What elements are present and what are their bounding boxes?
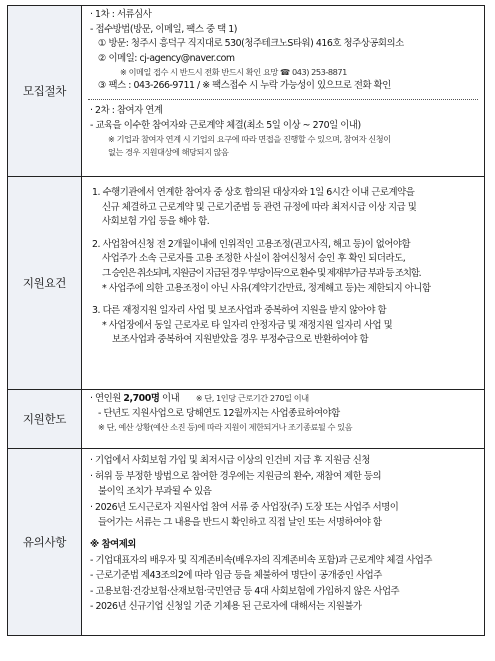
caution-item2-line1: · 허위 등 부정한 방법으로 참여한 경우에는 지원금의 환수, 재참여 제한 등의 bbox=[90, 470, 382, 482]
recruit-row bbox=[8, 6, 485, 177]
caution-heading: 유의사항 bbox=[8, 449, 82, 636]
caution-content bbox=[82, 449, 485, 636]
caution-row bbox=[8, 449, 485, 636]
exclusion-title: ※ 참여제외 bbox=[90, 538, 136, 550]
recruit-heading: 모집절차 bbox=[8, 6, 82, 177]
limit-count: 2,700명 bbox=[123, 393, 160, 404]
exclusion-item4: - 2026년 신규기업 신청일 기준 기체용 된 근로자에 대해서는 지원불가 bbox=[90, 601, 362, 613]
limit-line2: - 단년도 지원사업으로 당해연도 12월까지는 사업종료하여야함 bbox=[98, 407, 340, 419]
req2-line3: 그 승인은 취소되며, 지원금이 지급된 경우 '부당이득'으로 환수 및 제재부가금 부과 등 조치함. bbox=[102, 267, 421, 279]
requirements-heading: 지원요건 bbox=[8, 177, 82, 390]
req3-line2: * 사업장에서 동일 근로자로 타 일자리 안정자금 및 재정지원 일자리 사업 및 bbox=[102, 319, 393, 331]
exclusion-item1: - 기업대표자의 배우자 및 직계존비속(배우자의 직계존비속 포함)과 근로계약 체결 사업주 bbox=[90, 554, 432, 566]
step1-title: · 1차 : 서류심사 bbox=[90, 9, 152, 20]
caution-item3-line1: · 2026년 도시근로자 지원사업 참여 서류 중 사업장(주) 도장 또는 사업주 서명이 bbox=[90, 501, 399, 513]
exclusion-item3: - 고용보험·건강보험·산재보험·국민연금 등 4대 사회보험에 가입하지 않은 사업주 bbox=[90, 585, 400, 597]
email-method: ② 이메일: cj-agency@naver.com bbox=[98, 52, 235, 64]
email-note: ※ 이메일 접수 시 반드시 전화 반드시 확인 요망 ☎ 043) 253-8871 bbox=[120, 67, 347, 78]
recruit-content bbox=[82, 6, 485, 177]
step2-desc: - 교육을 이수한 참여자와 근로계약 체결(최소 5일 이상 ~ 270일 이내) bbox=[90, 119, 361, 131]
limit-content bbox=[82, 390, 485, 449]
req1-line2: 신규 체결하고 근로계약 및 근로기준법 등 관련 규정에 따라 최저시급 이상 지급 및 bbox=[102, 201, 417, 213]
req1-line1: 1. 수행기관에서 연계한 참여자 중 상호 합의된 대상자와 1일 6시간 이내 근로계약을 bbox=[92, 187, 415, 198]
req2-line1: 2. 사업참여신청 전 2개월이내에 인위적인 고용조정(권고사직, 해고 등)이 없어야함 bbox=[92, 238, 411, 250]
req1-line3: 사회보험 가입 등을 해야 함. bbox=[102, 216, 210, 228]
req3-line1: 3. 다른 재정지원 일자리 사업 및 보조사업과 중복하여 지원을 받지 않아야 함 bbox=[92, 305, 387, 317]
info-table bbox=[7, 5, 485, 636]
step2-title: · 2차 : 참여자 연계 bbox=[90, 104, 163, 116]
step1-method: - 접수방법(방문, 이메일, 팩스 중 택 1) bbox=[90, 23, 237, 35]
limit-line1 bbox=[82, 392, 484, 407]
req2-line2: 사업주가 소속 근로자를 고용 조정한 사실이 참여신청서 승인 후 확인 되더라도, bbox=[102, 253, 406, 265]
requirements-content bbox=[82, 177, 485, 390]
requirements-row bbox=[8, 177, 485, 390]
caution-item2-line2: 불이익 조치가 부과될 수 있음 bbox=[98, 486, 212, 498]
req3-line3: 보조사업과 중복하여 지원받았을 경우 부정수급으로 반환하여야 함 bbox=[112, 334, 369, 346]
caution-item3-line2: 들어가는 서류는 그 내용을 반드시 확인하고 직접 날인 또는 서명하여야 함 bbox=[98, 517, 382, 529]
fax-method: ③ 팩스 : 043-266-9711 / ※ 팩스접수 시 누락 가능성이 있으므로 전화 확인 bbox=[98, 80, 391, 92]
visit-method: ① 방문: 청주시 흥덕구 직지대로 530(청주테크노S타워) 416호 청주상공회의소 bbox=[98, 38, 404, 50]
divider bbox=[88, 99, 478, 100]
limit-heading: 지원한도 bbox=[8, 390, 82, 449]
limit-row bbox=[8, 390, 485, 449]
req2-note: * 사업주에 의한 고용조정이 아닌 사유(계약기간만료, 정계해고 등)는 제한되지 아니함 bbox=[102, 282, 431, 294]
caution-item1: · 기업에서 사회보험 가입 및 최저시급 이상의 인건비 지급 후 지원금 신청 bbox=[90, 455, 370, 466]
step2-note-line2: 없는 경우 지원대상에 해당되지 않음 bbox=[108, 147, 229, 158]
limit-prefix: · 연인원 bbox=[90, 393, 124, 404]
exclusion-item2: - 근로기준법 제43조의2에 따라 임금 등을 체불하여 명단이 공개중인 사업주 bbox=[90, 570, 382, 582]
limit-line3: ※ 단, 예산 상황(예산 소진 등)에 따라 지원이 제한되거나 조기종료될 수 있음 bbox=[98, 422, 353, 433]
step2-note-line1: ※ 기업과 참여자 연계 시 기업의 요구에 따라 면접을 진행할 수 있으며, 참여자 신청이 bbox=[108, 134, 391, 145]
limit-note: ※ 단, 1인당 근로기간 270일 이내 bbox=[195, 393, 309, 403]
limit-suffix: 이내 bbox=[159, 393, 180, 404]
